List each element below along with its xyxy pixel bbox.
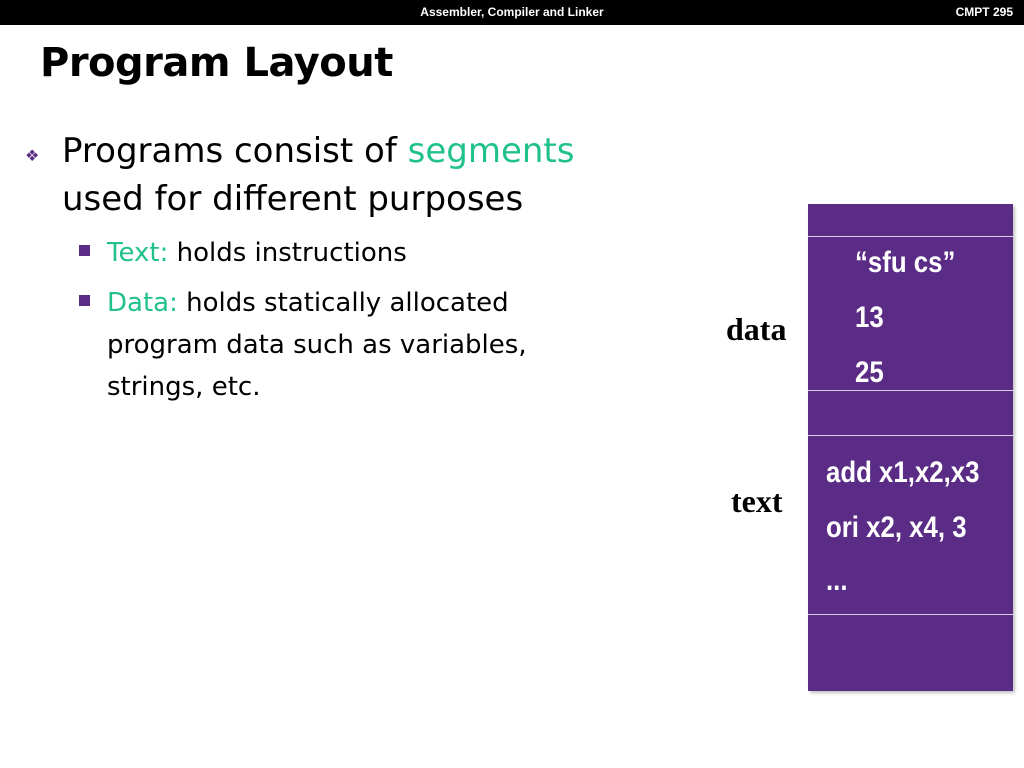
text-instruction: ori x2, x4, 3 xyxy=(826,511,967,544)
diamond-bullet-icon: ❖ xyxy=(25,148,40,165)
data-segment-label: data xyxy=(726,311,787,347)
bullet-text-before: Programs consist of xyxy=(62,131,408,171)
segment-divider xyxy=(808,390,1013,391)
subbullet-data xyxy=(107,282,572,408)
slide-title: Program Layout xyxy=(40,40,393,86)
square-bullet-icon xyxy=(79,245,90,256)
header-topic: Assembler, Compiler and Linker xyxy=(420,5,604,19)
main-bullet xyxy=(62,127,652,223)
course-code: CMPT 295 xyxy=(955,5,1013,19)
bullet-text-after: used for different purposes xyxy=(62,179,524,219)
data-value: “sfu cs” xyxy=(855,246,956,279)
text-instruction: ... xyxy=(826,564,848,597)
subbullet-text xyxy=(107,232,627,274)
header-bar xyxy=(0,0,1024,25)
subbullet-desc-data: holds statically allocated program data such as variables, strings, etc. xyxy=(107,288,527,402)
data-value: 13 xyxy=(855,301,884,334)
subbullet-term-text: Text: xyxy=(107,238,169,268)
segment-divider xyxy=(808,614,1013,615)
segments-highlight: segments xyxy=(407,131,575,171)
text-instruction: add x1,x2,x3 xyxy=(826,456,980,489)
data-value: 25 xyxy=(855,356,884,389)
segment-divider xyxy=(808,435,1013,436)
text-segment-label: text xyxy=(731,483,783,519)
subbullet-term-data: Data: xyxy=(107,288,178,318)
memory-layout-diagram xyxy=(808,204,1013,691)
square-bullet-icon xyxy=(79,295,90,306)
segment-divider xyxy=(808,236,1013,237)
subbullet-desc-text: holds instructions xyxy=(168,238,407,268)
